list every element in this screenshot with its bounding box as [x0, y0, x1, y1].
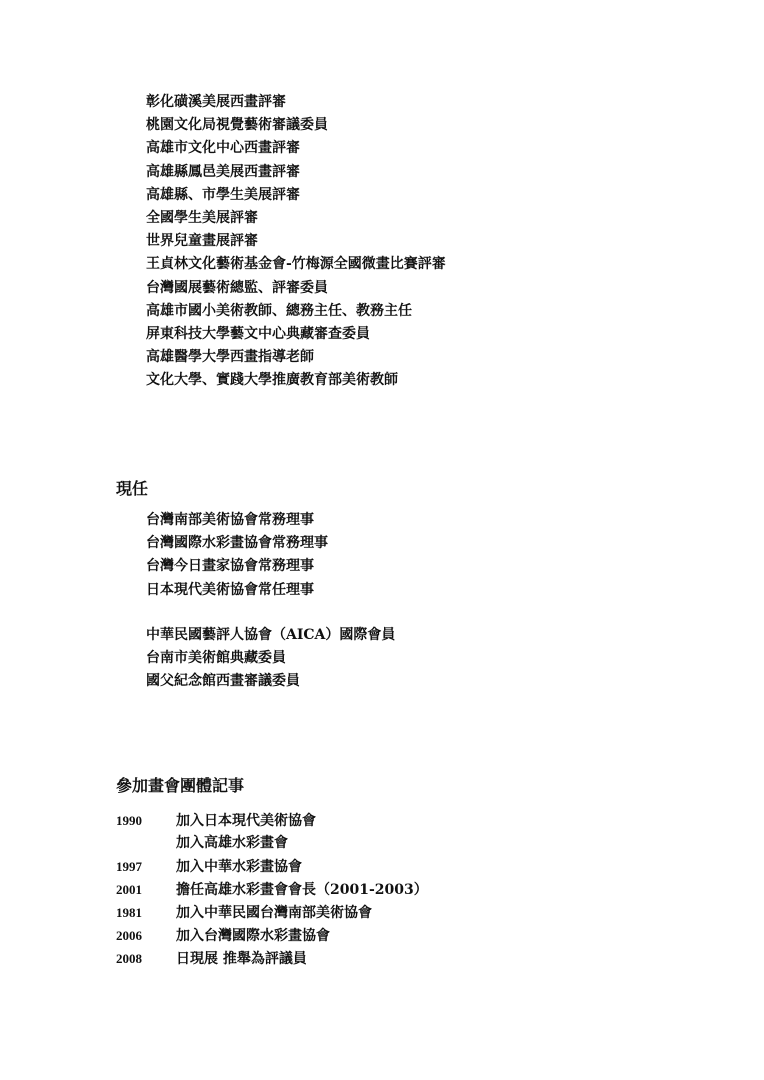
timeline-row [116, 924, 428, 947]
timeline-row [116, 878, 428, 901]
list-item: 屏東科技大學藝文中心典藏審查委員 [146, 325, 370, 342]
list-item: 彰化磺溪美展西畫評審 [146, 94, 286, 110]
timeline-event: 加入中華民國台灣南部美術協會 [176, 905, 372, 921]
timeline-event: 日現展 推舉為評議員 [176, 951, 307, 967]
timeline-row [116, 947, 428, 970]
list-item: 台灣國際水彩畫協會常務理事 [146, 535, 328, 552]
list-item: 台南市美術館典藏委員 [146, 650, 286, 667]
list-item: 高雄縣、市學生美展評審 [146, 186, 300, 203]
timeline-event: 加入中華水彩畫協會 [176, 859, 302, 875]
current-roles-heading: 現任 [116, 479, 149, 498]
timeline-year: 1997 [116, 859, 142, 874]
timeline-year: 2001 [116, 882, 142, 897]
timeline-row [116, 901, 428, 924]
list-item: 台灣國展藝術總監、評審委員 [146, 279, 328, 296]
list-item: 全國學生美展評審 [146, 209, 258, 226]
current-roles-list-secondary [146, 624, 395, 694]
timeline-event: 加入日本現代美術協會 [176, 813, 316, 829]
membership-timeline [116, 809, 428, 970]
list-item: 文化大學、實踐大學推廣教育部美術教師 [146, 372, 398, 389]
timeline-year: 1981 [116, 905, 142, 920]
timeline-event: 加入高雄水彩畫會 [176, 835, 288, 851]
list-item: 日本現代美術協會常任理事 [146, 581, 314, 598]
list-item: 桃園文化局視覺藝術審議委員 [146, 117, 328, 134]
timeline-row [116, 809, 428, 832]
timeline-year: 2008 [116, 951, 142, 966]
membership-heading: 參加畫會團體記事 [116, 776, 245, 795]
past-roles-list [146, 91, 446, 392]
timeline-row [116, 855, 428, 878]
timeline-event: 擔任高雄水彩畫會會長（2001-2003） [176, 882, 428, 898]
timeline-event: 加入台灣國際水彩畫協會 [176, 928, 330, 944]
timeline-year: 1990 [116, 813, 142, 828]
timeline-row [116, 832, 428, 855]
list-item: 高雄市國小美術教師、總務主任、教務主任 [146, 302, 412, 319]
list-item: 中華民國藝評人協會（AICA）國際會員 [146, 627, 396, 643]
list-item: 世界兒童畫展評審 [146, 233, 258, 250]
list-item: 高雄市文化中心西畫評審 [146, 140, 300, 157]
current-roles-list [146, 509, 328, 602]
list-item: 高雄醫學大學西畫指導老師 [146, 349, 314, 366]
list-item: 高雄縣鳳邑美展西畫評審 [146, 163, 300, 180]
list-item: 王貞林文化藝術基金會-竹梅源全國微畫比賽評審 [146, 256, 446, 273]
list-item: 國父紀念館西畫審議委員 [146, 673, 300, 690]
list-item: 台灣今日畫家協會常務理事 [146, 558, 314, 575]
list-item: 台灣南部美術協會常務理事 [146, 512, 314, 528]
timeline-year: 2006 [116, 928, 142, 943]
